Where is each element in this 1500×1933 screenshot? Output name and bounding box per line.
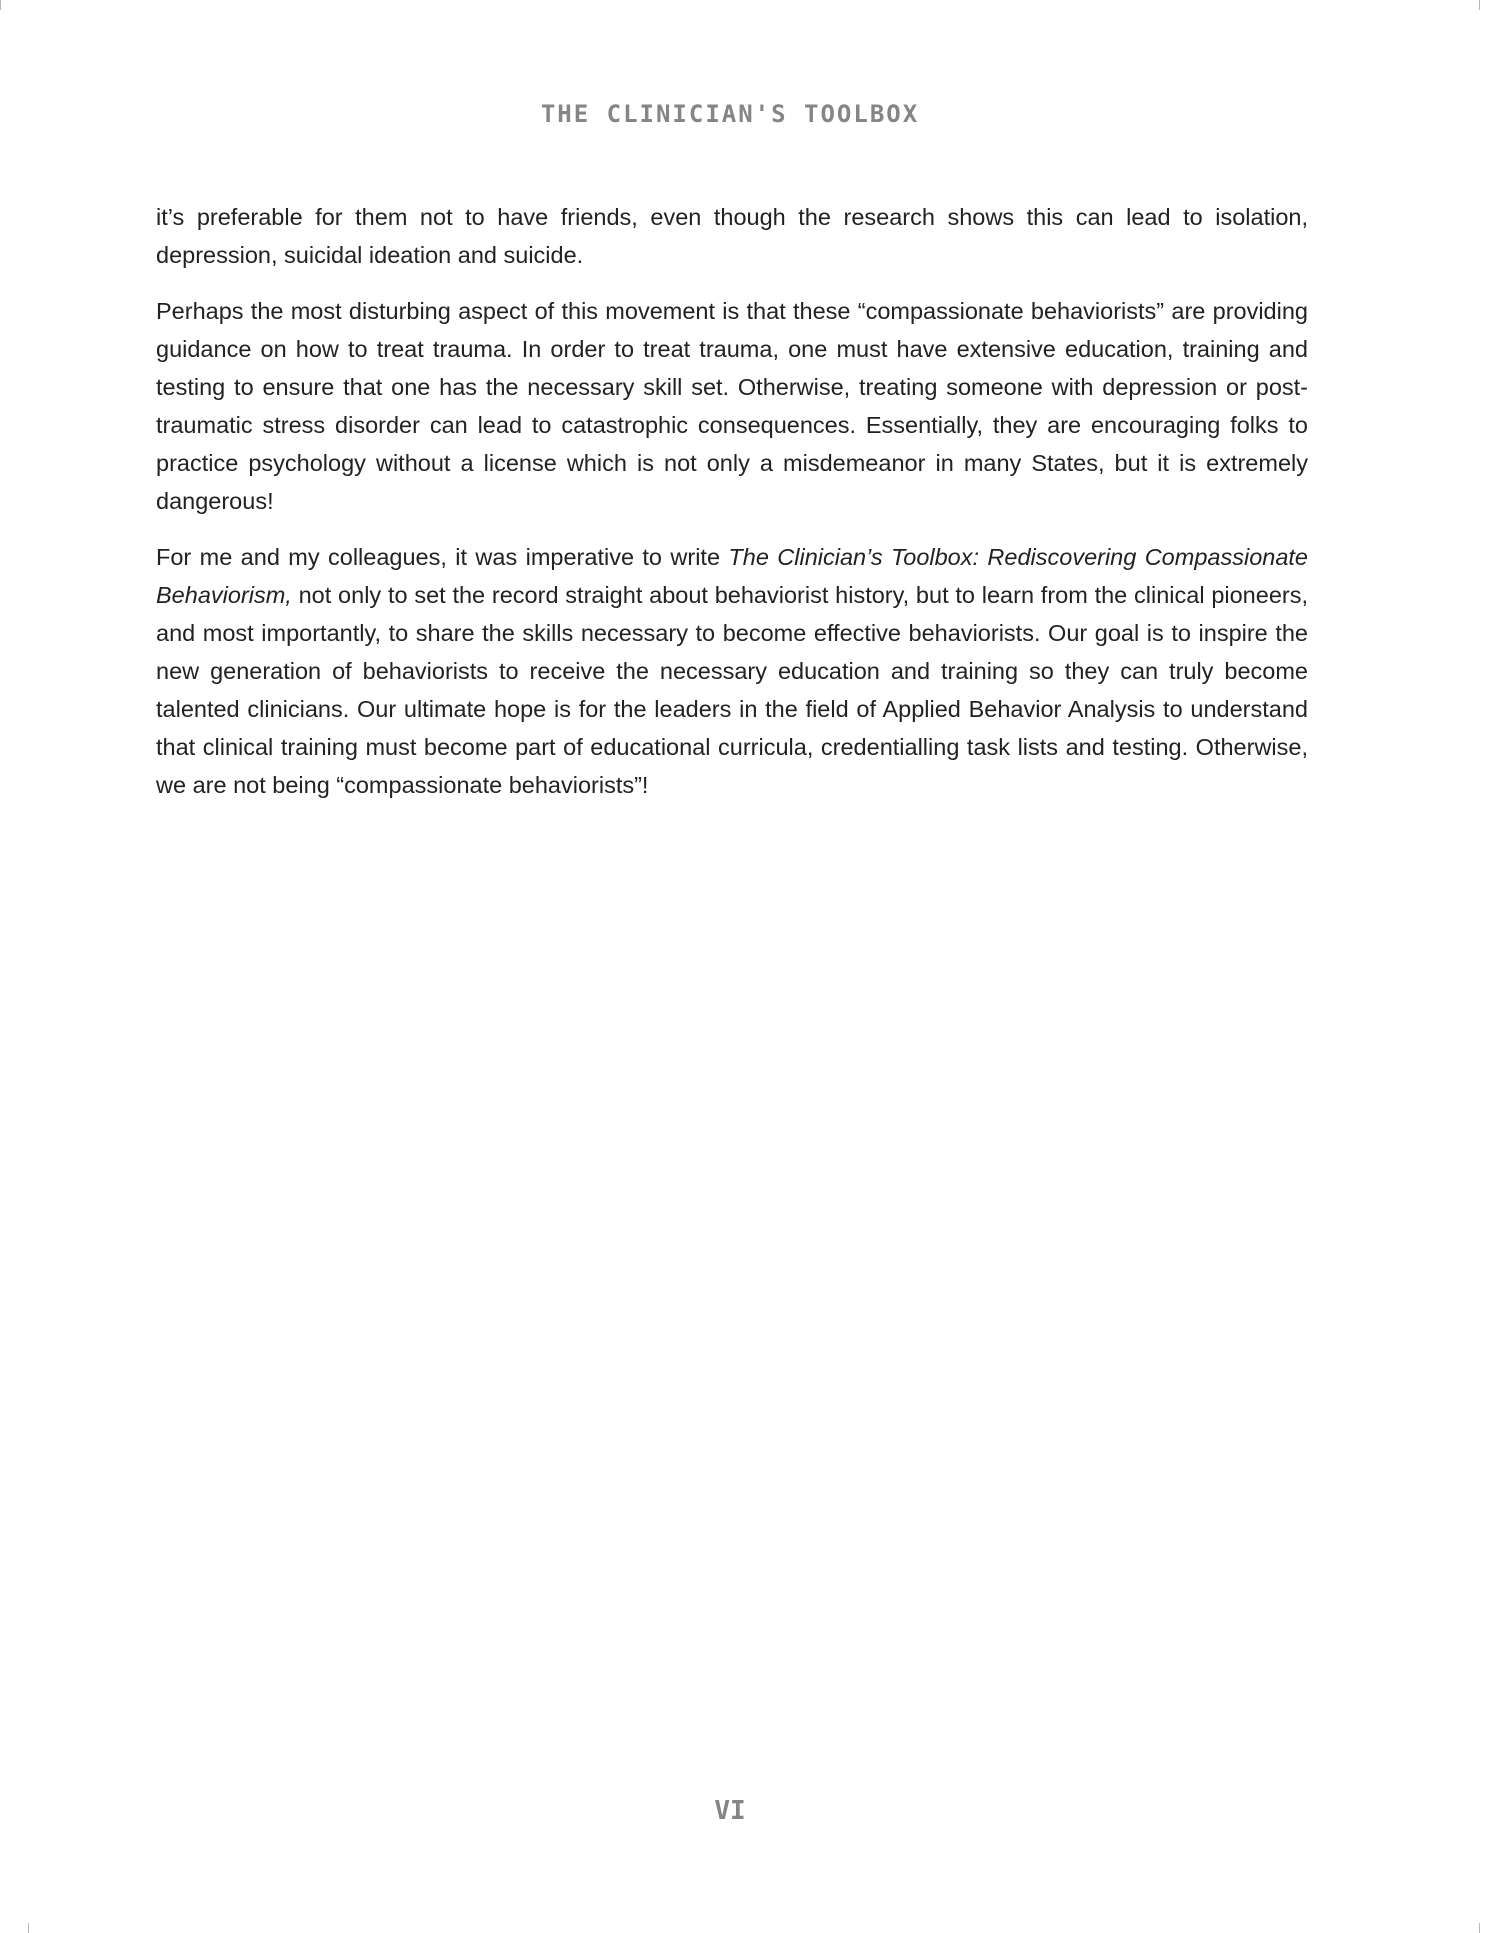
paragraph-3-lead: For me and my colleagues, it was imperative to write (156, 544, 729, 570)
paragraph-3 (156, 538, 1308, 804)
paragraph-3-rest: not only to set the record straight about behaviorist history, but to learn from the clinical pioneers, and most importantly, to share the skills necessary to become effective behaviorists. Our goal is to inspire the new generation of behaviorists to receive the necessary education and training so they can truly become talented clinicians. Our ultimate hope is for the leaders in the field of Applied Behavior Analysis to understand that clinical training must become part of educational curricula, credentialling task lists and testing. Otherwise, we are not being “compassionate behaviorists”! (156, 582, 1308, 798)
crop-mark-top-right (1479, 0, 1480, 10)
paragraph-2: Perhaps the most disturbing aspect of this movement is that these “compassionate behaviorists” are providing guidance on how to treat trauma. In order to treat trauma, one must have extensive education, training and testing to ensure that one has the necessary skill set. Otherwise, treating someone with depression or post-traumatic stress disorder can lead to catastrophic consequences. Essentially, they are encouraging folks to practice psychology without a license which is not only a misdemeanor in many States, but it is extremely dangerous! (156, 298, 1308, 514)
crop-mark-top-left (0, 0, 1, 10)
crop-mark-bottom-left (28, 1923, 29, 1933)
page-number: VI (714, 1796, 746, 1826)
book-title-italic: The Clinician’s Toolbox: Rediscovering Compassionate Behaviorism, (156, 544, 1308, 608)
paragraph-1: it’s preferable for them not to have friends, even though the research shows this can lead to isolation, depression, suicidal ideation and suicide. (156, 204, 1308, 268)
crop-mark-bottom-right (1479, 1923, 1480, 1933)
body-text (156, 198, 1308, 822)
running-head-title: THE CLINICIAN'S TOOLBOX (540, 100, 920, 128)
